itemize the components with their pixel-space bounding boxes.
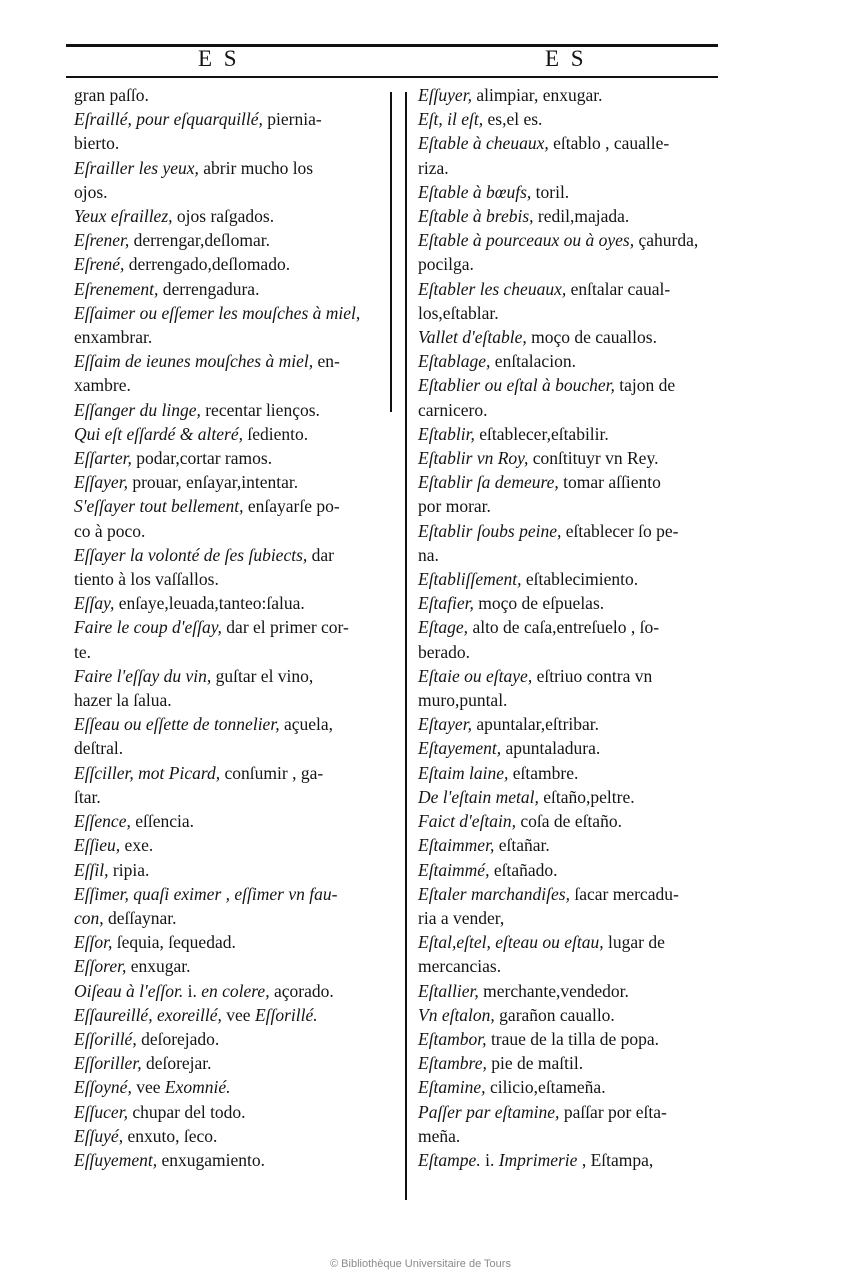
dictionary-line: [418, 979, 758, 1003]
definition: coſa de eſtaño.: [516, 811, 622, 832]
definition: tomar aſſiento: [558, 472, 661, 493]
dictionary-line: [74, 664, 392, 688]
dictionary-line: [74, 470, 392, 494]
dictionary-line: [418, 1051, 758, 1075]
left-column: [74, 83, 392, 1172]
definition: deſorejado.: [136, 1028, 220, 1049]
dictionary-line: [74, 349, 392, 373]
headword: Eſſimer, quaſi eximer , eſſimer vn fau-: [74, 883, 338, 904]
dictionary-line: [418, 736, 758, 760]
dictionary-line: [74, 1027, 392, 1051]
headword: Eſſorer,: [74, 956, 127, 977]
definition: eſtañar.: [494, 835, 550, 856]
headword: Eſtaim laine,: [418, 762, 509, 783]
dictionary-line: [418, 640, 758, 664]
headword: Vn eſtalon,: [418, 1004, 495, 1025]
definition: exe.: [120, 835, 154, 856]
dictionary-line: [74, 422, 392, 446]
headword: Faire le coup d'eſſay,: [74, 617, 222, 638]
dictionary-line: [418, 882, 758, 906]
dictionary-line: [74, 591, 392, 615]
dictionary-line: [418, 1027, 758, 1051]
headword: Eſtablage,: [418, 351, 491, 372]
dictionary-line: [74, 252, 392, 276]
definition: paſſar por eſta-: [559, 1101, 667, 1122]
headword: Eſſeau ou eſſette de tonnelier,: [74, 714, 280, 735]
definition: enſayarſe po-: [243, 496, 340, 517]
dictionary-line: [74, 761, 392, 785]
dictionary-line: [418, 519, 758, 543]
dictionary-line: [418, 228, 758, 252]
definition: carnicero.: [418, 399, 488, 420]
headword: Eſrené,: [74, 254, 125, 275]
headword: Eſſil,: [74, 859, 109, 880]
definition: tajon de: [614, 375, 676, 396]
definition: alimpiar, enxugar.: [471, 85, 603, 105]
dictionary-line: [74, 615, 392, 639]
running-head-left: E S: [198, 46, 240, 71]
headword: Eſſanger du linge,: [74, 399, 201, 420]
dictionary-line: [418, 1124, 758, 1148]
definition: enxuto, ſeco.: [123, 1125, 218, 1146]
definition: los,eſtablar.: [418, 302, 499, 323]
definition: pocilga.: [418, 254, 474, 275]
headword: Eſſor,: [74, 932, 113, 953]
dictionary-line: [418, 494, 758, 518]
dictionary-line: [418, 906, 758, 930]
definition: en-: [313, 351, 340, 372]
headword: Exomnié.: [164, 1077, 231, 1098]
definition: chupar del todo.: [127, 1101, 246, 1122]
headword: Eſtable à pourceaux ou à oyes,: [418, 230, 635, 251]
dictionary-line: [418, 325, 758, 349]
headword: Eſtaler marchandiſes,: [418, 883, 570, 904]
dictionary-line: [74, 156, 392, 180]
definition: redil,majada.: [533, 206, 630, 227]
definition: ojos raſgados.: [172, 206, 275, 227]
dictionary-line: [74, 785, 392, 809]
headword: Eſtal,eſtel, eſteau ou eſtau,: [418, 932, 604, 953]
dictionary-line: [74, 1051, 392, 1075]
dictionary-line: [418, 930, 758, 954]
dictionary-line: [74, 882, 392, 906]
definition: açorado.: [269, 980, 334, 1001]
definition: es,el es.: [483, 109, 543, 130]
dictionary-line: [74, 83, 392, 107]
dictionary-line: [74, 228, 392, 252]
headword: con,: [74, 907, 104, 928]
headword: Yeux eſraillez,: [74, 206, 173, 227]
dictionary-line: [74, 979, 392, 1003]
definition: ria a vender,: [418, 907, 505, 928]
headword: S'eſſayer tout bellement,: [74, 496, 244, 517]
definition: cilicio,eſtameña.: [485, 1077, 606, 1098]
definition: traue de la tilla de popa.: [486, 1028, 660, 1049]
headword: Eſtafier,: [418, 593, 474, 614]
dictionary-line: [74, 930, 392, 954]
headword: Eſſuyé,: [74, 1125, 124, 1146]
definition: deſſaynar.: [103, 907, 177, 928]
right-column: [418, 83, 758, 1172]
definition: moço de cauallos.: [526, 327, 657, 348]
dictionary-line: [74, 204, 392, 228]
dictionary-line: [418, 761, 758, 785]
definition: berado.: [418, 641, 470, 662]
dictionary-line: [74, 1100, 392, 1124]
headword: Eſtable à brebis,: [418, 206, 534, 227]
dictionary-line: [418, 204, 758, 228]
headword: Eſtable à bœufs,: [418, 181, 532, 202]
definition: hazer la ſalua.: [74, 690, 172, 711]
dictionary-line: [74, 906, 392, 930]
dictionary-line: [418, 809, 758, 833]
dictionary-line: [418, 422, 758, 446]
definition: enxambrar.: [74, 327, 153, 348]
dictionary-line: [74, 833, 392, 857]
definition: lugar de: [603, 932, 665, 953]
definition: derrengar,deſlomar.: [129, 230, 270, 251]
definition: ſacar mercadu-: [569, 883, 679, 904]
definition: co à poco.: [74, 520, 146, 541]
headword: Eſſieu,: [74, 835, 121, 856]
definition: recentar lienços.: [200, 399, 320, 420]
running-head-right: E S: [545, 46, 587, 71]
definition: tiento à los vaſſallos.: [74, 569, 219, 590]
definition: ſequia, ſequedad.: [112, 932, 236, 953]
headword: Qui eſt eſſardé & alteré,: [74, 423, 243, 444]
definition: guſtar el vino,: [211, 665, 314, 686]
definition: eſtablo , caualle-: [548, 133, 670, 154]
header-rule-top: [66, 44, 718, 47]
dictionary-line: [418, 373, 758, 397]
column-divider-right: [405, 92, 407, 1200]
dictionary-line: [418, 1100, 758, 1124]
definition: vee: [221, 1004, 255, 1025]
definition: por morar.: [418, 496, 491, 517]
dictionary-line: [418, 543, 758, 567]
definition: pie de maſtil.: [486, 1053, 584, 1074]
dictionary-line: [74, 858, 392, 882]
headword: Eſſuyement,: [74, 1149, 158, 1170]
copyright-credit: © Bibliothèque Universitaire de Tours: [330, 1258, 511, 1270]
headword: Eſtablir,: [418, 423, 475, 444]
headword: Vallet d'eſtable,: [418, 327, 527, 348]
dictionary-line: [418, 180, 758, 204]
dictionary-line: [74, 519, 392, 543]
headword: en colere,: [201, 980, 270, 1001]
headword: Eſſaureillé, exoreillé,: [74, 1004, 222, 1025]
headword: Eſſaim de ieunes mouſches à miel,: [74, 351, 314, 372]
definition: ripia.: [108, 859, 150, 880]
headword: Eſtallier,: [418, 980, 479, 1001]
definition: çahurda,: [634, 230, 699, 251]
headword: Eſtabler les cheuaux,: [418, 278, 567, 299]
headword: Eſſarter,: [74, 448, 132, 469]
definition: muro,puntal.: [418, 690, 508, 711]
dictionary-line: [74, 954, 392, 978]
definition: moço de eſpuelas.: [473, 593, 605, 614]
dictionary-line: [418, 664, 758, 688]
dictionary-line: [74, 1075, 392, 1099]
dictionary-line: [74, 373, 392, 397]
dictionary-line: [418, 785, 758, 809]
dictionary-line: [418, 277, 758, 301]
dictionary-line: [418, 83, 758, 107]
definition: enſaye,leuada,tanteo:ſalua.: [114, 593, 305, 614]
definition: eſtaño,peltre.: [538, 786, 635, 807]
definition: enſtalar caual-: [566, 278, 671, 299]
dictionary-line: [74, 640, 392, 664]
headword: Eſſoriller,: [74, 1053, 142, 1074]
definition: bierto.: [74, 133, 120, 154]
headword: Paſſer par eſtamine,: [418, 1101, 560, 1122]
headword: De l'eſtain metal,: [418, 786, 539, 807]
dictionary-line: [418, 712, 758, 736]
definition: conſtituyr vn Rey.: [528, 448, 659, 469]
headword: Eſraillé, pour eſquarquillé,: [74, 109, 263, 130]
headword: Eſtamine,: [418, 1077, 486, 1098]
headword: Faict d'eſtain,: [418, 811, 517, 832]
headword: Eſtayer,: [418, 714, 472, 735]
headword: Eſtambre,: [418, 1053, 487, 1074]
definition: riza.: [418, 157, 449, 178]
dictionary-line: [418, 954, 758, 978]
headword: Eſſayer,: [74, 472, 128, 493]
definition: ſediento.: [242, 423, 309, 444]
dictionary-line: [418, 252, 758, 276]
definition: apuntaladura.: [501, 738, 601, 759]
headword: Eſtable à cheuaux,: [418, 133, 549, 154]
headword: Eſtablier ou eſtal à boucher,: [418, 375, 615, 396]
headword: Eſrener,: [74, 230, 130, 251]
headword: Eſtambor,: [418, 1028, 487, 1049]
definition: conſumir , ga-: [220, 762, 324, 783]
headword: Eſſuyer,: [418, 85, 472, 105]
headword: Imprimerie: [498, 1149, 578, 1170]
definition: merchante,vendedor.: [478, 980, 629, 1001]
definition: na.: [418, 544, 439, 565]
dictionary-line: [418, 349, 758, 373]
definition: enxugar.: [126, 956, 191, 977]
definition: derrengadura.: [158, 278, 260, 299]
headword: Eſtaimmé,: [418, 859, 490, 880]
dictionary-line: [74, 325, 392, 349]
headword: Eſſay,: [74, 593, 115, 614]
dictionary-line: [418, 567, 758, 591]
definition: podar,cortar ramos.: [131, 448, 273, 469]
definition: i.: [187, 980, 202, 1001]
definition: deſorejar.: [141, 1053, 212, 1074]
headword: Eſſucer,: [74, 1101, 128, 1122]
headword: Oiſeau à l'eſſor.: [74, 980, 188, 1001]
dictionary-line: [418, 615, 758, 639]
definition: eſſencia.: [130, 811, 194, 832]
headword: Eſrenement,: [74, 278, 159, 299]
dictionary-line: [418, 1148, 758, 1172]
dictionary-line: [74, 712, 392, 736]
dictionary-line: [418, 1003, 758, 1027]
headword: Eſtampe.: [418, 1149, 481, 1170]
dictionary-line: [74, 398, 392, 422]
dictionary-line: [74, 494, 392, 518]
dictionary-line: [74, 688, 392, 712]
definition: ojos.: [74, 181, 108, 202]
definition: xambre.: [74, 375, 131, 396]
definition: eſtablecer,eſtabilir.: [474, 423, 609, 444]
definition: enxugamiento.: [157, 1149, 265, 1170]
headword: Eſſoyné,: [74, 1077, 132, 1098]
dictionary-line: [74, 1003, 392, 1027]
dictionary-line: [418, 107, 758, 131]
dictionary-line: [418, 470, 758, 494]
dictionary-line: [418, 833, 758, 857]
definition: derrengado,deſlomado.: [124, 254, 291, 275]
headword: Eſſence,: [74, 811, 131, 832]
dictionary-line: [74, 277, 392, 301]
definition: ſtar.: [74, 786, 101, 807]
dictionary-line: [74, 301, 392, 325]
definition: toril.: [531, 181, 570, 202]
definition: i.: [480, 1149, 499, 1170]
headword: Eſſorillé,: [74, 1028, 137, 1049]
definition: abrir mucho los: [198, 157, 314, 178]
dictionary-line: [74, 543, 392, 567]
definition: , Eſtampa,: [577, 1149, 654, 1170]
definition: mercancias.: [418, 956, 502, 977]
headword: Eſt, il eſt,: [418, 109, 484, 130]
definition: eſtambre.: [508, 762, 579, 783]
dictionary-line: [418, 446, 758, 470]
dictionary-line: [418, 1075, 758, 1099]
headword: Eſſorillé.: [254, 1004, 318, 1025]
dictionary-line: [418, 858, 758, 882]
dictionary-line: [74, 567, 392, 591]
definition: enſtalacion.: [490, 351, 576, 372]
headword: Eſtablir vn Roy,: [418, 448, 529, 469]
headword: Eſſciller, mot Picard,: [74, 762, 221, 783]
definition: alto de caſa,entreſuelo , ſo-: [468, 617, 660, 638]
definition: prouar, enſayar,intentar.: [127, 472, 299, 493]
headword: Eſtayement,: [418, 738, 502, 759]
dictionary-line: [418, 301, 758, 325]
headword: Eſtablir ſa demeure,: [418, 472, 559, 493]
dictionary-line: [418, 398, 758, 422]
dictionary-line: [418, 591, 758, 615]
definition: deſtral.: [74, 738, 124, 759]
definition: te.: [74, 641, 92, 662]
definition: piernia-: [262, 109, 322, 130]
dictionary-line: [74, 131, 392, 155]
headword: Faire l'eſſay du vin,: [74, 665, 212, 686]
dictionary-line: [418, 156, 758, 180]
headword: Eſſaimer ou eſſemer les mouſches à miel,: [74, 302, 361, 323]
headword: Eſrailler les yeux,: [74, 157, 199, 178]
definition: açuela,: [279, 714, 334, 735]
headword: Eſtaimmer,: [418, 835, 495, 856]
headword: Eſtabliſſement,: [418, 569, 522, 590]
header-rule-bottom: [66, 76, 718, 78]
definition: eſtriuo contra vn: [532, 665, 653, 686]
definition: gran paſſo.: [74, 85, 149, 105]
definition: apuntalar,eſtribar.: [471, 714, 600, 735]
dictionary-line: [418, 688, 758, 712]
dictionary-line: [418, 131, 758, 155]
headword: Eſſayer la volonté de ſes ſubiects,: [74, 544, 308, 565]
headword: Eſtaie ou eſtaye,: [418, 665, 533, 686]
definition: eſtablecimiento.: [521, 569, 639, 590]
definition: eſtañado.: [489, 859, 558, 880]
dictionary-line: [74, 1124, 392, 1148]
headword: Eſtage,: [418, 617, 469, 638]
dictionary-line: [74, 180, 392, 204]
definition: eſtablecer ſo pe-: [561, 520, 679, 541]
headword: Eſtablir ſoubs peine,: [418, 520, 562, 541]
definition: dar: [307, 544, 335, 565]
definition: dar el primer cor-: [221, 617, 349, 638]
dictionary-line: [74, 107, 392, 131]
dictionary-line: [74, 809, 392, 833]
definition: garañon cauallo.: [494, 1004, 615, 1025]
definition: meña.: [418, 1125, 461, 1146]
dictionary-line: [74, 446, 392, 470]
dictionary-line: [74, 1148, 392, 1172]
definition: vee: [131, 1077, 165, 1098]
dictionary-line: [74, 736, 392, 760]
